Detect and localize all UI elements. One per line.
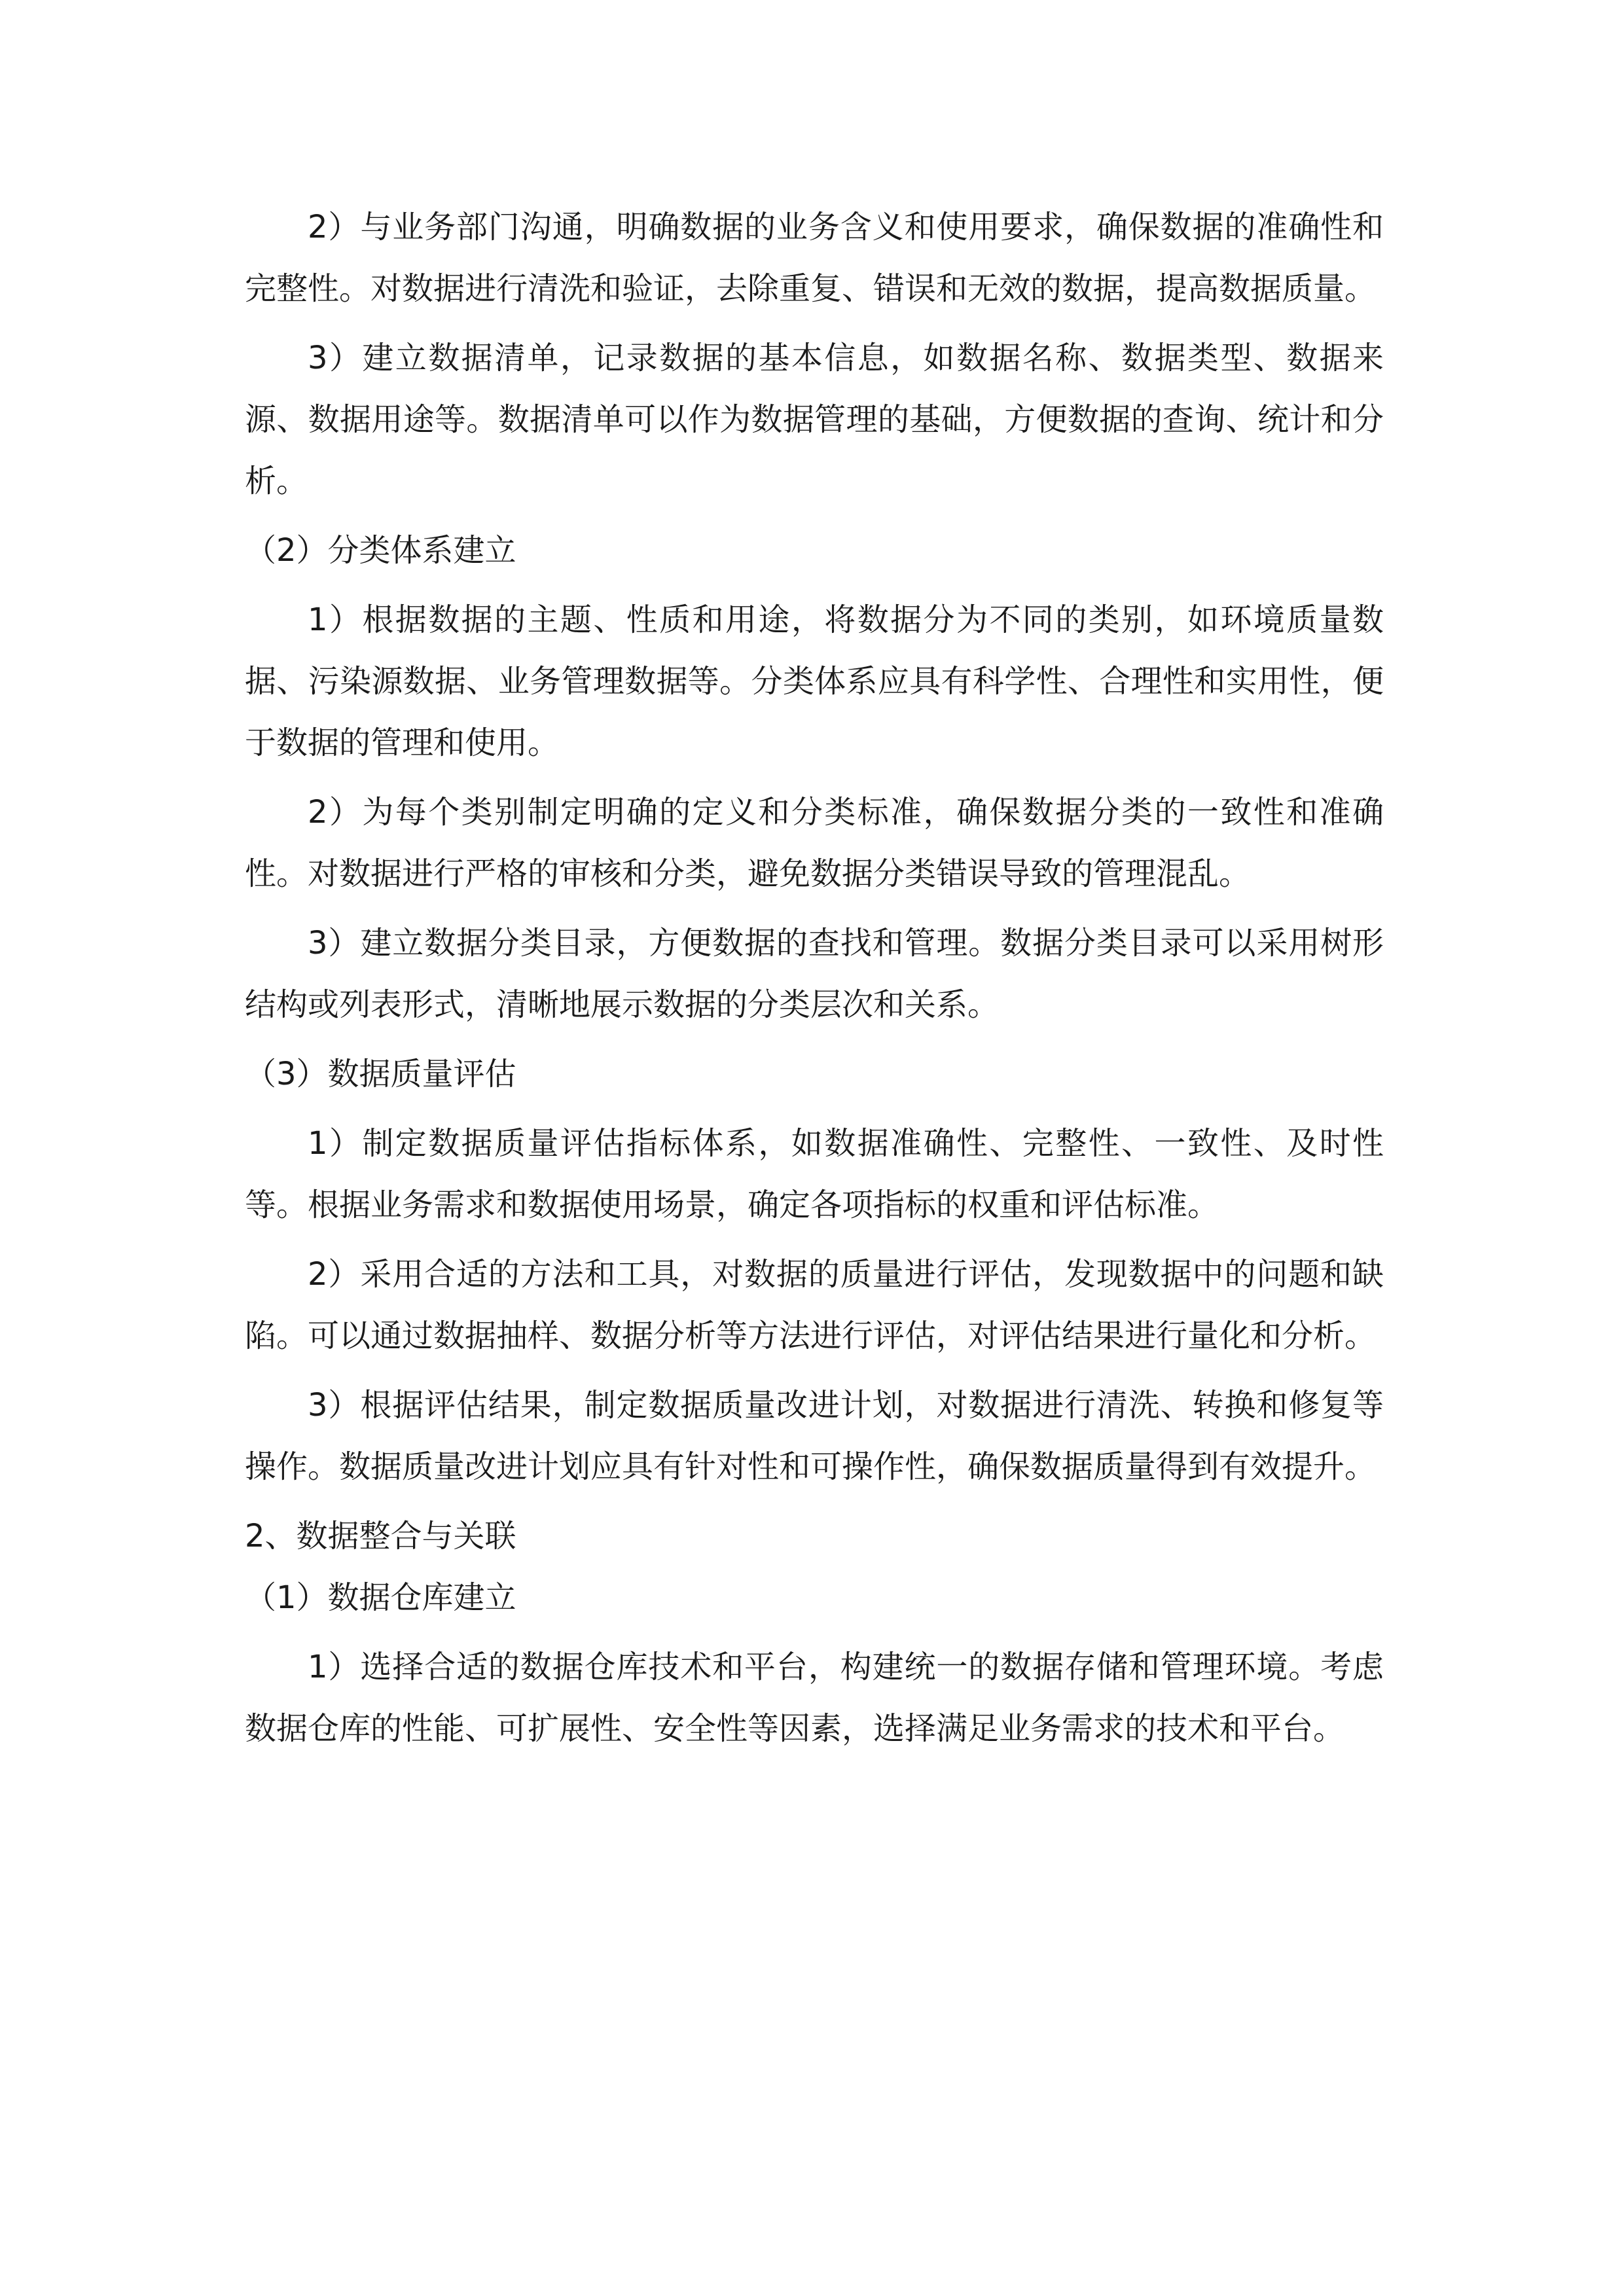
paragraph: 3）根据评估结果，制定数据质量改进计划，对数据进行清洗、转换和修复等操作。数据质量改进计划应具有针对性和可操作性，确保数据质量得到有效提升。: [245, 1387, 1384, 1485]
paragraph: 2）与业务部门沟通，明确数据的业务含义和使用要求，确保数据的准确性和完整性。对数据进行清洗和验证，去除重复、错误和无效的数据，提高数据质量。: [245, 209, 1384, 307]
section-heading: （1）数据仓库建立: [245, 1579, 516, 1616]
section-heading: （3）数据质量评估: [245, 1056, 516, 1092]
paragraph: 3）建立数据清单，记录数据的基本信息，如数据名称、数据类型、数据来源、数据用途等。数据清单可以作为数据管理的基础，方便数据的查询、统计和分析。: [245, 340, 1384, 499]
paragraph: 1）根据数据的主题、性质和用途，将数据分为不同的类别，如环境质量数据、污染源数据、业务管理数据等。分类体系应具有科学性、合理性和实用性，便于数据的管理和使用。: [245, 601, 1384, 761]
paragraph: 2）采用合适的方法和工具，对数据的质量进行评估，发现数据中的问题和缺陷。可以通过数据抽样、数据分析等方法进行评估，对评估结果进行量化和分析。: [245, 1256, 1384, 1354]
paragraph: 1）选择合适的数据仓库技术和平台，构建统一的数据存储和管理环境。考虑数据仓库的性能、可扩展性、安全性等因素，选择满足业务需求的技术和平台。: [245, 1649, 1384, 1747]
section-heading: （2）分类体系建立: [245, 532, 516, 569]
paragraph: 2）为每个类别制定明确的定义和分类标准，确保数据分类的一致性和准确性。对数据进行严格的审核和分类，避免数据分类错误导致的管理混乱。: [245, 794, 1384, 892]
paragraph: 1）制定数据质量评估指标体系，如数据准确性、完整性、一致性、及时性等。根据业务需求和数据使用场景，确定各项指标的权重和评估标准。: [245, 1125, 1384, 1223]
chapter-heading: 2、数据整合与关联: [245, 1518, 516, 1554]
document-body: [245, 196, 1384, 1759]
paragraph: 3）建立数据分类目录，方便数据的查找和管理。数据分类目录可以采用树形结构或列表形式，清晰地展示数据的分类层次和关系。: [245, 925, 1384, 1023]
